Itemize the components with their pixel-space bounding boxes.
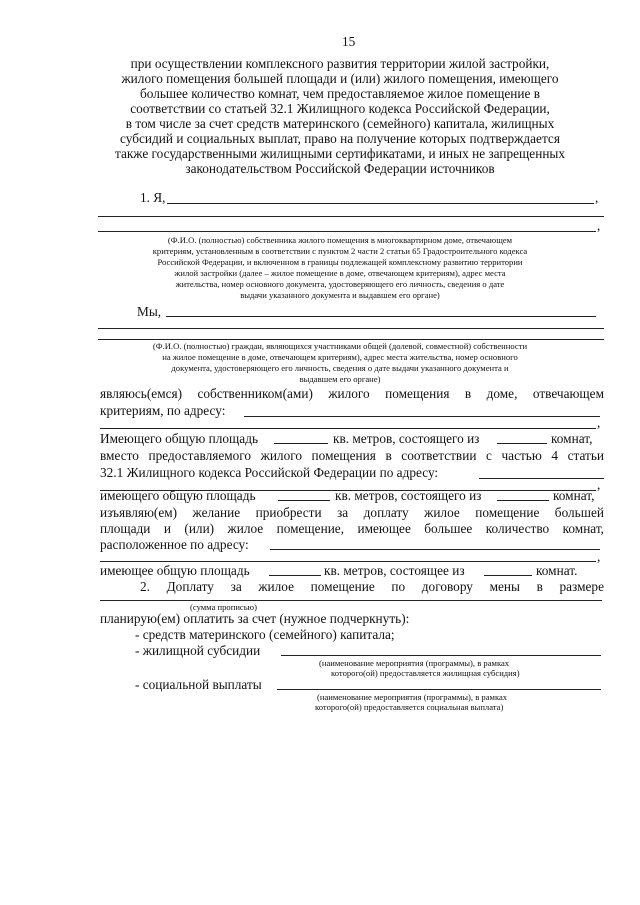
desired-rooms-field[interactable] bbox=[484, 575, 532, 576]
para3-line-1b: кв. метров, состоящего из bbox=[335, 488, 482, 503]
co-owners-details-field-2[interactable] bbox=[98, 339, 604, 340]
note2-line-4: выдавшем его органе) bbox=[299, 374, 381, 384]
para1-comma: , bbox=[597, 415, 601, 430]
para3-line-1c: комнат, bbox=[553, 488, 595, 503]
para4-b: кв. метров, состоящее из bbox=[324, 563, 465, 578]
item1-comma: , bbox=[595, 190, 599, 205]
header-line-5: в том числе за счет средств материнского (семейного) капитала, жилищных bbox=[125, 116, 555, 131]
para4-a: имеющее общую площадь bbox=[100, 563, 250, 578]
provided-rooms-field[interactable] bbox=[497, 500, 549, 501]
header-line-2: жилого помещения большей площади и (или) жилого помещения, имеющего bbox=[121, 71, 559, 86]
note1-line-3: Российской Федерации, и включенном в границы подлежащей комплексному развитию территории bbox=[157, 257, 523, 267]
note1-line-6: выдачи указанного документа и выдавшем его органе) bbox=[240, 290, 440, 300]
owner-details-field-1[interactable] bbox=[98, 216, 604, 217]
note1-line-5: жительства, номер основного документа, удостоверяющего его личность, сведения о дате bbox=[175, 279, 505, 289]
item2-line-2: планирую(ем) оплатить за счет (нужное подчеркнуть): bbox=[100, 611, 410, 626]
para4-c: комнат. bbox=[536, 563, 578, 578]
para2-comma: , bbox=[597, 477, 601, 492]
surcharge-caption: (сумма прописью) bbox=[190, 602, 257, 612]
note1-line-4: жилой застройки (далее – жилое помещение в доме, отвечающем критериям), адрес места bbox=[174, 268, 506, 278]
para1-line-1: являюсь(емся) собственником(ами) жилого помещения в доме, отвечающем bbox=[100, 386, 604, 401]
co-owners-name-field[interactable] bbox=[166, 316, 596, 317]
provided-address-field[interactable] bbox=[479, 478, 604, 479]
header-line-6: субсидий и социальных выплат, право на получение которых подтверждается bbox=[120, 131, 560, 146]
option-housing-subsidy[interactable]: - жилищной субсидии bbox=[135, 643, 261, 658]
header-line-3: большее количество комнат, чем предоставляемое жилое помещение в bbox=[139, 86, 541, 101]
header-line-1: при осуществлении комплексного развития территории жилой застройки, bbox=[130, 56, 550, 71]
co-owners-details-field-1[interactable] bbox=[98, 328, 604, 329]
social-note-2: которого(ой) предоставляется социальная выплата) bbox=[315, 702, 504, 712]
current-address-field-2[interactable] bbox=[100, 428, 596, 429]
current-rooms-field[interactable] bbox=[497, 443, 547, 444]
para2-line-1c: комнат, bbox=[551, 431, 593, 446]
para1-line-2: критериям, по адресу: bbox=[100, 403, 226, 418]
owner-name-field[interactable] bbox=[167, 203, 594, 204]
para3-line-3: площади и (или) жилое помещение, имеющее большее количество комнат, bbox=[100, 521, 604, 536]
note1-line-1: (Ф.И.О. (полностью) собственника жилого помещения в многоквартирном доме, отвечающем bbox=[167, 235, 513, 245]
item2-line-1: 2. Доплату за жилое помещение по договору мены в размере bbox=[140, 579, 604, 594]
para3-comma: , bbox=[597, 549, 601, 564]
note2-line-2: на жилое помещение в доме, отвечающем критериям), адрес места жительства, номер основного bbox=[162, 352, 518, 362]
subsidy-note-1: (наименование мероприятия (программы), в рамках bbox=[319, 658, 510, 668]
owner-details-comma: , bbox=[597, 218, 601, 233]
para2-line-3: 32.1 Жилищного кодекса Российской Федерации по адресу: bbox=[100, 465, 439, 480]
social-payment-program-field[interactable] bbox=[277, 689, 601, 690]
provided-area-field[interactable] bbox=[278, 500, 330, 501]
current-area-field[interactable] bbox=[274, 443, 328, 444]
option-social-payment[interactable]: - социальной выплаты bbox=[135, 677, 262, 692]
desired-address-field[interactable] bbox=[270, 549, 600, 550]
page-number: 15 bbox=[342, 34, 356, 49]
header-line-8: законодательством Российской Федерации источников bbox=[185, 161, 495, 176]
social-note-1: (наименование мероприятия (программы), в рамках bbox=[317, 692, 508, 702]
para2-line-2: вместо предоставляемого жилого помещения в соответствии с частью 4 статьи bbox=[100, 448, 604, 463]
para2-line-1a: Имеющего общую площадь bbox=[100, 431, 259, 446]
para3-line-4: расположенное по адресу: bbox=[100, 537, 249, 552]
note1-line-2: критериям, установленным в соответствии с пунктом 2 части 2 статьи 65 Градостроительного кодекса bbox=[152, 246, 528, 256]
header-line-4: соответствии со статьей 32.1 Жилищного кодекса Российской Федерации, bbox=[130, 101, 550, 116]
option-maternity-capital[interactable]: - средств материнского (семейного) капитала; bbox=[135, 627, 395, 642]
owner-details-field-2[interactable] bbox=[98, 231, 596, 232]
housing-subsidy-program-field[interactable] bbox=[281, 655, 601, 656]
subsidy-note-2: которого(ой) предоставляется жилищная субсидия) bbox=[331, 668, 520, 678]
current-address-field[interactable] bbox=[244, 416, 600, 417]
para3-line-2: изъявляю(ем) желание приобрести за доплату жилое помещение большей bbox=[100, 505, 604, 520]
note2-line-1: (Ф.И.О. (полностью) граждан, являющихся участниками общей (долевой, совместной) собственности bbox=[152, 341, 528, 351]
header-line-7: также государственными жилищными сертификатами, и иных не запрещенных bbox=[114, 146, 566, 161]
note2-line-3: документа, удостоверяющего его личность, сведения о дате выдачи указанного документа и bbox=[171, 363, 509, 373]
para2-line-1b: кв. метров, состоящего из bbox=[333, 431, 480, 446]
my-label: Мы, bbox=[137, 304, 162, 319]
desired-address-field-2[interactable] bbox=[100, 561, 596, 562]
surcharge-amount-field[interactable] bbox=[100, 600, 602, 601]
para3-line-1a: имеющего общую площадь bbox=[100, 488, 256, 503]
item1-label: 1. Я, bbox=[140, 190, 166, 205]
desired-area-field[interactable] bbox=[269, 575, 321, 576]
